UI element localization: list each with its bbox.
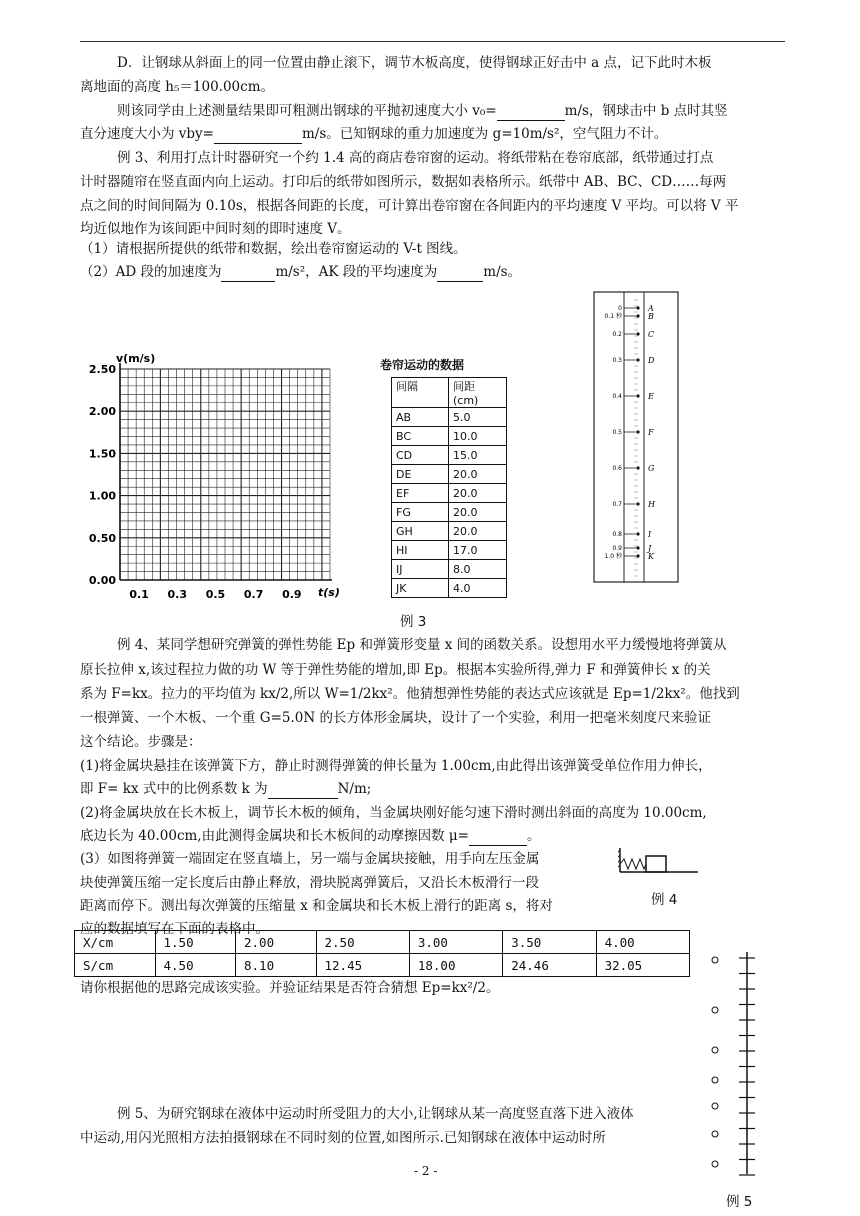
x-tick-label: 0.7 xyxy=(243,588,264,601)
table-row xyxy=(392,427,507,446)
table-header-cell: 间隔 xyxy=(392,378,449,408)
table-cell: 2.00 xyxy=(236,931,317,954)
text-line: (2)将金属块放在长木板上，调节长木板的倾角，当金属块刚好能匀速下滑时测出斜面的高度为 10.00cm, xyxy=(80,805,707,821)
answer-blank[interactable] xyxy=(497,106,565,121)
text-line: 距离而停下。测出每次弹簧的压缩量 x 和金属块和长木板上滑行的距离 s，将对 xyxy=(80,898,553,914)
text-span: N/m; xyxy=(337,781,372,797)
answer-blank[interactable] xyxy=(469,831,527,846)
ball-position xyxy=(712,1077,718,1083)
table-cell: 24.46 xyxy=(503,954,596,977)
x-tick-label: 0.3 xyxy=(167,588,188,601)
table-cell: 17.0 xyxy=(449,541,507,560)
text-line: 均近似地作为该间距中间时刻的即时速度 V。 xyxy=(80,221,351,237)
text-line: 例 4、某同学想研究弹簧的弹性势能 Ep 和弹簧形变量 x 间的函数关系。设想用水平力缓慢地将弹簧从 xyxy=(117,637,727,653)
tape-point-label: C xyxy=(648,330,655,339)
text-line: 请你根据他的思路完成该实验。并验证结果是否符合猜想 Ep=kx²/2。 xyxy=(80,980,500,996)
text-span: 则该同学由上述测量结果即可粗测出钢球的平抛初速度大小 v₀= xyxy=(117,103,497,119)
vt-graph xyxy=(86,348,366,608)
y-tick-label: 0.50 xyxy=(88,531,116,545)
tape-time-label: 0.4 xyxy=(612,393,622,400)
question-line xyxy=(117,101,728,121)
question-line xyxy=(80,779,371,799)
text-span: m/s²，AK 段的平均速度为 xyxy=(275,264,438,280)
text-span: （2）AD 段的加速度为 xyxy=(80,264,222,280)
table-row xyxy=(392,522,507,541)
ball-position xyxy=(712,1161,718,1167)
tape-marks xyxy=(605,300,656,576)
table-cell: IJ xyxy=(392,560,449,579)
text-line: D．让钢球从斜面上的同一位置由静止滚下，调节木板高度，使得钢球正好击中 a 点，记下此时木板 xyxy=(117,55,712,71)
table-cell: JK xyxy=(392,579,449,598)
text-span: m/s。已知钢球的重力加速度为 g=10m/s²，空气阻力不计。 xyxy=(302,126,668,142)
tape-point-label: A xyxy=(648,304,654,313)
tape-point-label: G xyxy=(648,464,655,473)
spring-block-figure xyxy=(618,842,700,878)
tape-point-label: F xyxy=(648,428,654,437)
table-row xyxy=(392,408,507,427)
table-row xyxy=(392,560,507,579)
y-tick-label: 2.50 xyxy=(88,363,116,376)
text-line: 应的数据填写在下面的表格中。 xyxy=(80,921,269,937)
text-line: 点之间的时间间隔为 0.10s，根据各间距的长度，可计算出卷帘窗在各间距内的平均速度 V 平均。可以将 V 平 xyxy=(80,198,739,214)
table-row xyxy=(392,484,507,503)
x-tick-label: 0.5 xyxy=(205,588,226,601)
text-line: 离地面的高度 h₅＝100.00cm。 xyxy=(80,79,274,95)
table-cell: AB xyxy=(392,408,449,427)
ball-position xyxy=(712,1131,718,1137)
text-line: 一根弹簧、一个木板、一个重 G=5.0N 的长方体形金属块，设计了一个实验，利用一把毫米刻度尺来验证 xyxy=(80,710,711,726)
table-cell: 12.45 xyxy=(316,954,409,977)
table-cell: FG xyxy=(392,503,449,522)
table-cell: 4.00 xyxy=(596,931,689,954)
tape-time-label: 0.2 xyxy=(612,331,622,338)
text-span: 直分速度大小为 vby= xyxy=(80,126,214,142)
text-line: 例 5、为研究钢球在液体中运动时所受阻力的大小,让钢球从某一高度竖直落下进入液体 xyxy=(117,1106,634,1122)
table-header-cell xyxy=(449,378,507,408)
tape-time-label: 0.7 xyxy=(612,501,622,508)
table-cell: DE xyxy=(392,465,449,484)
answer-blank[interactable] xyxy=(221,267,275,282)
table-cell: 3.00 xyxy=(409,931,502,954)
text-span: m/s，钢球击中 b 点时其竖 xyxy=(564,103,728,119)
tape-dot xyxy=(636,554,639,557)
table-cell: 3.50 xyxy=(503,931,596,954)
tape-point-label: D xyxy=(648,356,655,365)
table-cell: 10.0 xyxy=(449,427,507,446)
tape-point-label: J xyxy=(648,544,652,553)
table-cell: 1.50 xyxy=(155,931,236,954)
text-span: m/s。 xyxy=(483,264,522,280)
table-row xyxy=(392,378,507,408)
table-row xyxy=(75,954,690,977)
tape-time-label: 1.0 秒 xyxy=(604,553,622,560)
tape-time-label: 0.8 xyxy=(612,531,622,538)
question-line xyxy=(80,262,521,282)
answer-blank[interactable] xyxy=(437,267,483,282)
table-cell: EF xyxy=(392,484,449,503)
text-line: （1）请根据所提供的纸带和数据，绘出卷帘窗运动的 V-t 图线。 xyxy=(80,241,467,257)
data-table xyxy=(391,377,507,598)
x-tick-label: 0.9 xyxy=(282,588,302,601)
tape-time-label: 0.9 xyxy=(612,545,622,552)
table-cell: S/cm xyxy=(75,954,156,977)
page-number: - 2 - xyxy=(414,1164,438,1178)
table-row xyxy=(392,465,507,484)
table-cell: 18.00 xyxy=(409,954,502,977)
question-line xyxy=(80,124,667,144)
header-line: 间距 xyxy=(453,380,475,393)
tape-point-label: K xyxy=(648,552,654,561)
spring xyxy=(620,859,646,869)
question-line xyxy=(80,826,540,846)
header-rule xyxy=(80,41,785,42)
figure-caption-ex5: 例 5 xyxy=(726,1194,753,1210)
table-cell: 8.0 xyxy=(449,560,507,579)
table-cell: 20.0 xyxy=(449,503,507,522)
data-table-body xyxy=(392,408,507,598)
table-row xyxy=(392,579,507,598)
table-row xyxy=(392,503,507,522)
data-table-title: 卷帘运动的数据 xyxy=(380,358,465,372)
table-row xyxy=(392,446,507,465)
table-row xyxy=(392,541,507,560)
table-cell: 15.0 xyxy=(449,446,507,465)
ball-positions xyxy=(712,957,718,1167)
tape-border xyxy=(594,292,678,582)
tape-dot xyxy=(636,332,639,335)
tape-dot xyxy=(636,306,639,309)
ball-position xyxy=(712,1047,718,1053)
y-tick-label: 1.00 xyxy=(88,489,116,503)
answer-blank[interactable] xyxy=(268,784,338,799)
table-cell: 20.0 xyxy=(449,465,507,484)
answer-blank[interactable] xyxy=(214,129,302,144)
tape-dot xyxy=(636,314,639,317)
graph-grid xyxy=(120,363,332,580)
text-line: (3）如图将弹簧一端固定在竖直墙上，另一端与金属块接触，用手向左压金属 xyxy=(80,851,540,867)
text-line: 原长拉伸 x,该过程拉力做的功 W 等于弹性势能的增加,即 Ep。根据本实验所得,弹力 F 和弹簧伸长 x 的关 xyxy=(80,662,711,678)
tape-time-label: 0.5 xyxy=(612,429,622,436)
ball-position xyxy=(712,957,718,963)
y-tick-label: 2.00 xyxy=(88,405,116,419)
tape-dot xyxy=(636,546,639,549)
tape-time-label: 0.3 xyxy=(612,357,622,364)
table-cell: 5.0 xyxy=(449,408,507,427)
table-cell: CD xyxy=(392,446,449,465)
table-cell: 20.0 xyxy=(449,522,507,541)
text-line: 计时器随帘在竖直面内向上运动。打印后的纸带如图所示，数据如表格所示。纸带中 AB、BC、CD……每两 xyxy=(80,174,727,190)
graph-ylabel: v(m/s) xyxy=(116,352,156,365)
tape-point-label: B xyxy=(648,312,654,321)
y-tick-label: 1.50 xyxy=(88,447,116,461)
text-span: 即 F= kx 式中的比例系数 k 为 xyxy=(80,781,268,797)
table-cell: BC xyxy=(392,427,449,446)
graph-xlabel: t(s) xyxy=(318,586,340,599)
tape-time-label: 0.1 秒 xyxy=(604,313,622,320)
header-line: (cm) xyxy=(453,394,479,407)
ball-position xyxy=(712,1103,718,1109)
tape-point-label: I xyxy=(648,530,652,539)
y-tick-label: 0.00 xyxy=(88,574,116,587)
text-span: 底边长为 40.00cm,由此测得金属块和长木板间的动摩擦因数 μ= xyxy=(80,828,469,844)
table-cell: 4.50 xyxy=(155,954,236,977)
tape-point-label: H xyxy=(648,500,655,509)
text-line: 系为 F=kx。拉力的平均值为 kx/2,所以 W=1/2kx²。他猜想弹性势能的表达式应该就是 Ep=1/2kx²。他找到 xyxy=(80,686,740,702)
text-line: (1)将金属块悬挂在该弹簧下方，静止时测得弹簧的伸长量为 1.00cm,由此得出该弹簧受单位作用力伸长， xyxy=(80,758,712,774)
ball-position xyxy=(712,1007,718,1013)
table-cell: GH xyxy=(392,522,449,541)
flash-photo-figure xyxy=(705,948,765,1188)
tape-time-label: 0.6 xyxy=(612,465,622,472)
x-tick-label: 0.1 xyxy=(129,588,149,601)
text-line: 这个结论。步骤是： xyxy=(80,734,202,750)
text-span: 。 xyxy=(526,828,541,844)
table-cell: 20.0 xyxy=(449,484,507,503)
table-cell: 2.50 xyxy=(316,931,409,954)
table-cell: X/cm xyxy=(75,931,156,954)
text-line: 中运动,用闪光照相方法拍摄钢球在不同时刻的位置,如图所示.已知钢球在液体中运动时所 xyxy=(80,1130,606,1146)
tape-time-label: 0 xyxy=(618,305,622,312)
table-cell: 8.10 xyxy=(236,954,317,977)
metal-block xyxy=(646,856,666,872)
figure-caption-ex3: 例 3 xyxy=(400,614,427,630)
figure-caption-ex4: 例 4 xyxy=(651,892,678,908)
table-cell: 4.0 xyxy=(449,579,507,598)
table-row xyxy=(75,931,690,954)
text-line: 例 3、利用打点计时器研究一个约 1.4 高的商店卷帘窗的运动。将纸带粘在卷帘底部，纸带通过打点 xyxy=(117,150,714,166)
table-cell: HI xyxy=(392,541,449,560)
spring-data-table xyxy=(74,930,690,977)
paper-tape-figure xyxy=(592,290,682,586)
text-line: 块使弹簧压缩一定长度后由静止释放，滑块脱离弹簧后，又沿长木板滑行一段 xyxy=(80,875,539,891)
table-cell: 32.05 xyxy=(596,954,689,977)
tape-point-label: E xyxy=(648,392,654,401)
